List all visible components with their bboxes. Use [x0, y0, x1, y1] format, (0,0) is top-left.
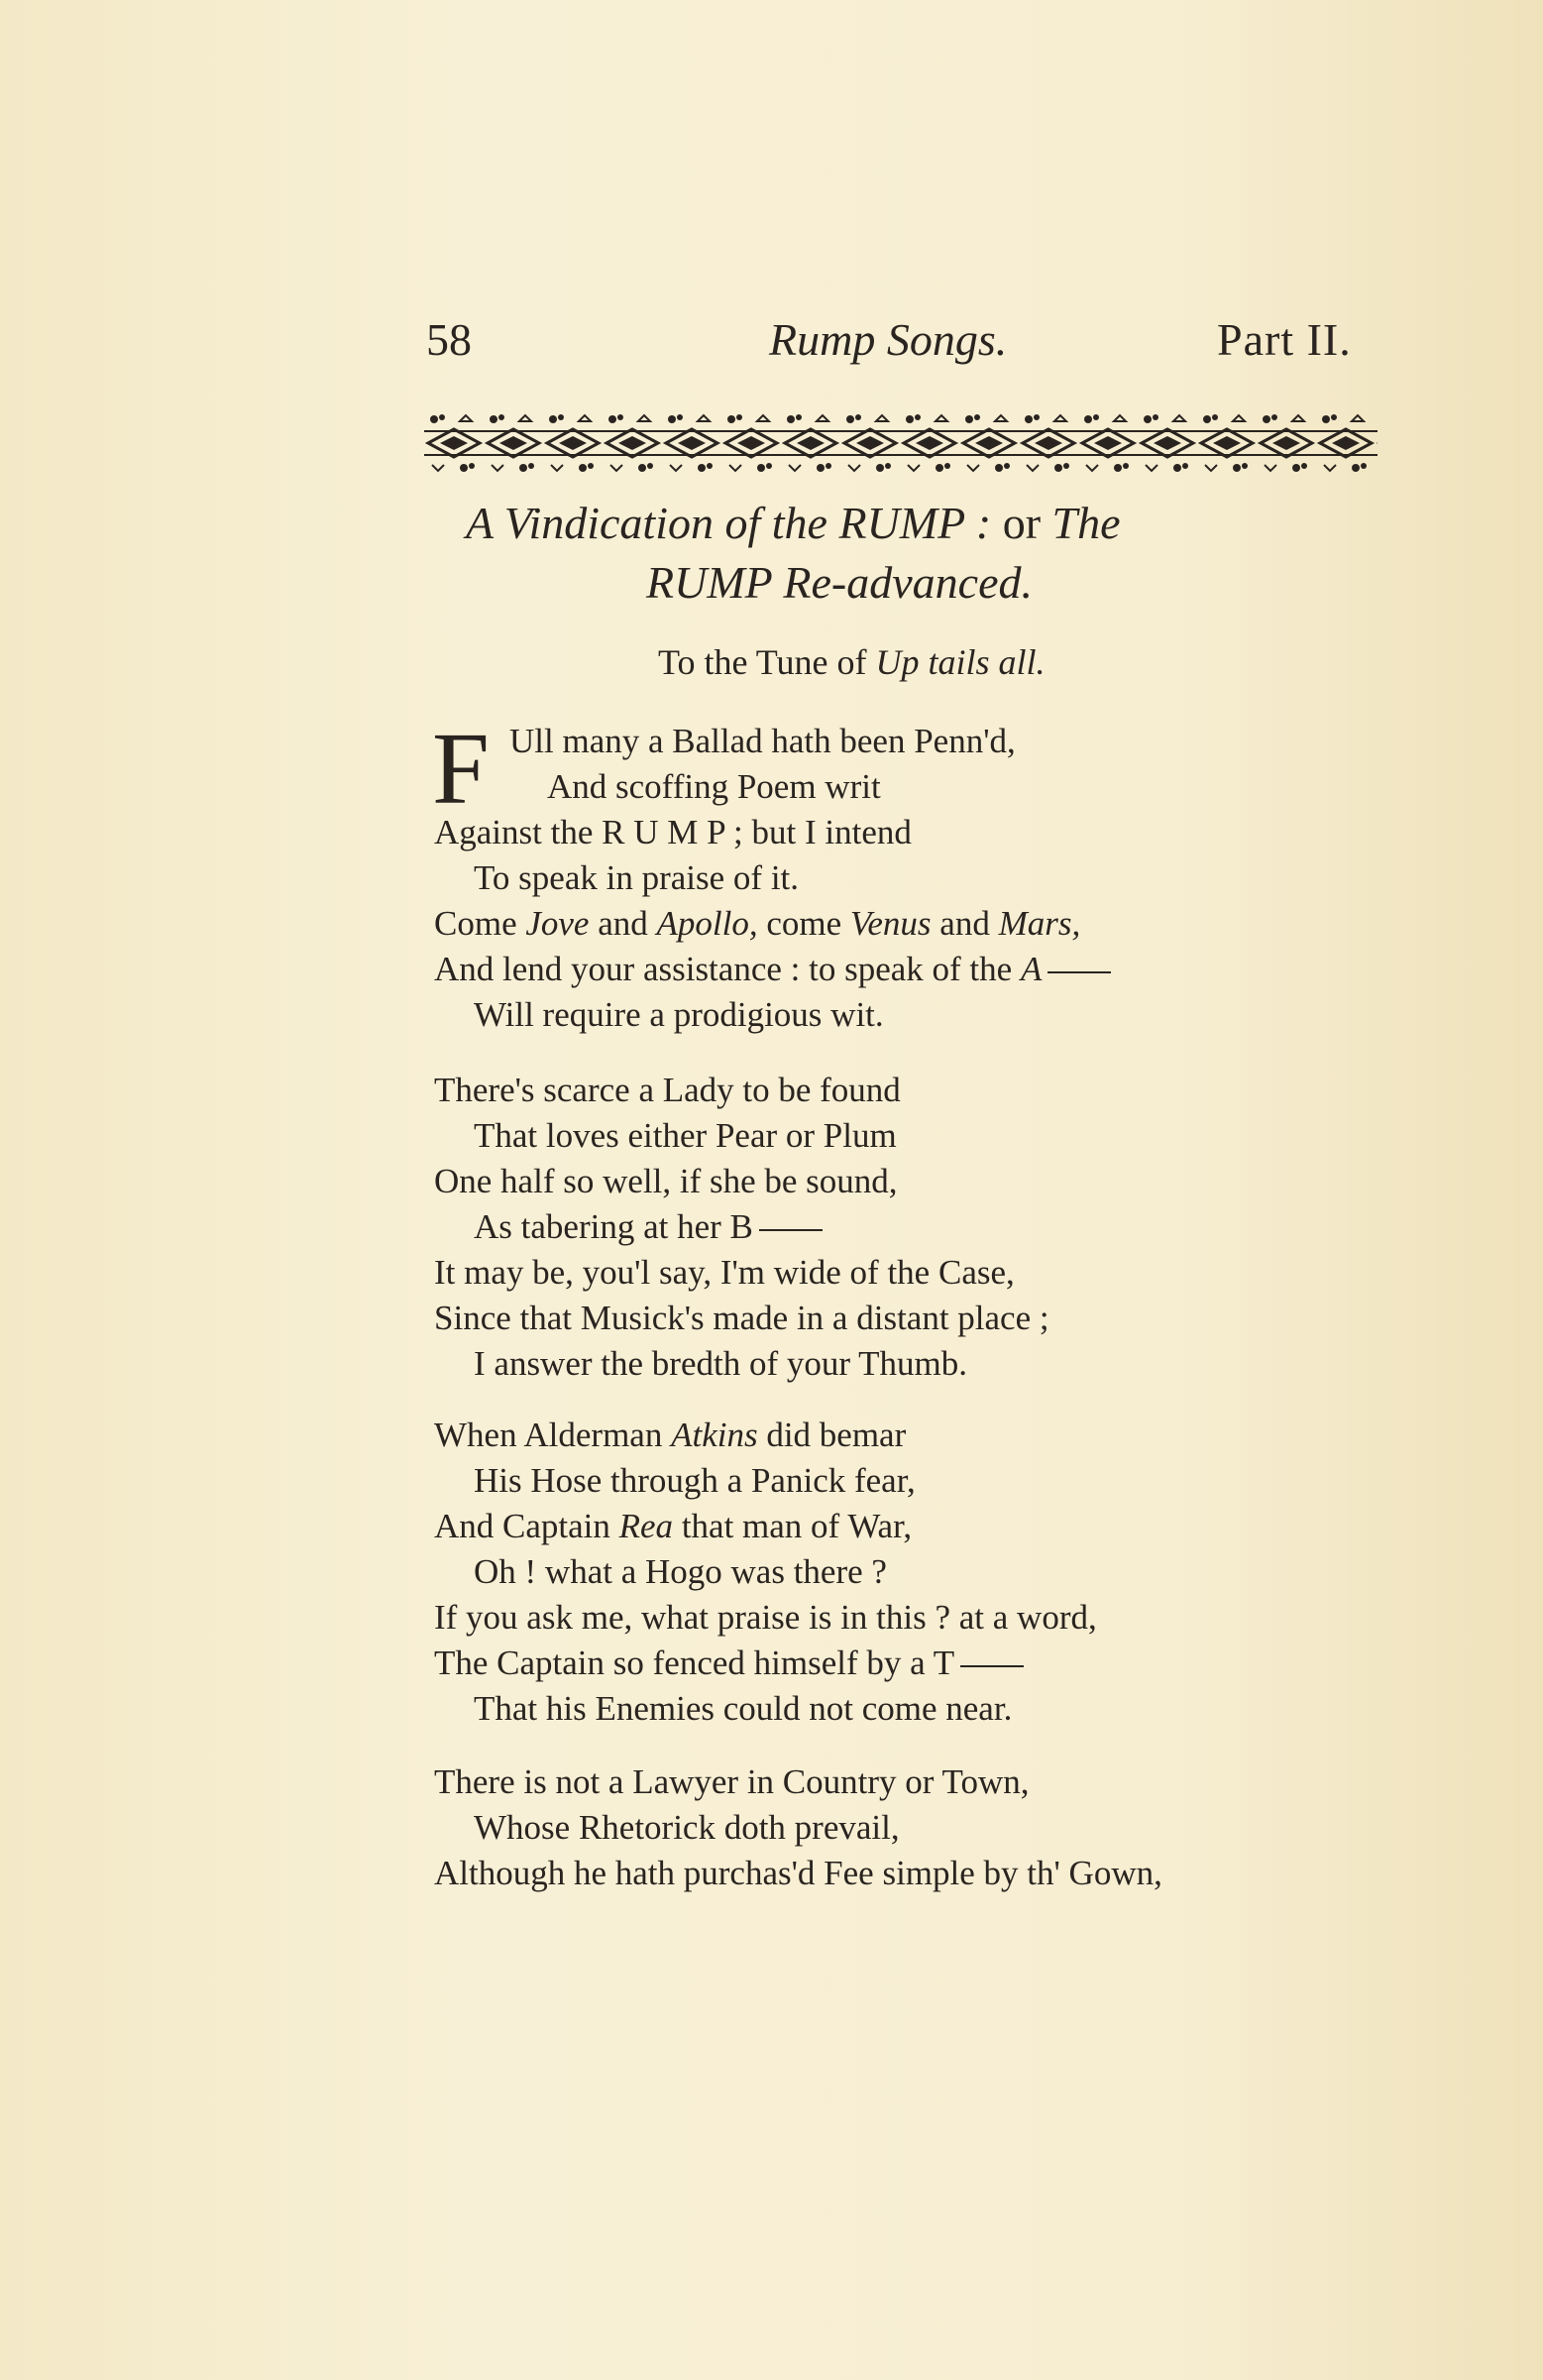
verse-line: Against the R U M P ; but I intend [434, 813, 912, 851]
text-fragment: When Alderman [434, 1416, 663, 1454]
text-fragment: Come [434, 904, 517, 943]
text-fragment: As tabering at her B [474, 1207, 753, 1246]
title-part-c: The [1051, 498, 1121, 548]
verse-line: Although he hath purchas'd Fee simple by th' Gown, [434, 1854, 1162, 1892]
italic-word: Venus [849, 904, 932, 943]
verse-line-mixed [434, 1414, 906, 1457]
poem-title-line-2 [646, 555, 1538, 611]
verse-line: To speak in praise of it. [474, 858, 800, 897]
italic-word: Rea [618, 1507, 674, 1545]
italic-word: Apollo, [656, 904, 758, 943]
verse-line: That his Enemies could not come near. [474, 1689, 1013, 1728]
poem-title-line-1 [466, 496, 1358, 551]
verse-line: That loves either Pear or Plum [474, 1116, 897, 1155]
verse-line-mixed [474, 1205, 823, 1249]
italic-word: Atkins [671, 1416, 758, 1454]
verse-line: There's scarce a Lady to be found [434, 1071, 901, 1109]
verse-line: His Hose through a Panick fear, [474, 1461, 916, 1500]
page-number: 58 [426, 314, 472, 365]
title-line-2-text: RUMP Re-advanced. [646, 557, 1033, 608]
tune-line [658, 639, 1046, 685]
text-fragment: and [939, 904, 990, 943]
verse-line: Will require a prodigious wit. [474, 995, 884, 1034]
verse-line-mixed [434, 1505, 912, 1548]
verse-line: If you ask me, what praise is in this ? at a word, [434, 1598, 1097, 1637]
verse-line: Oh ! what a Hogo was there ? [474, 1552, 887, 1591]
text-fragment: The Captain so fenced himself by a T [434, 1643, 955, 1682]
tune-name: Up tails all. [875, 642, 1046, 682]
italic-word: Jove [525, 904, 590, 943]
running-title: Rump Songs. [769, 314, 1008, 365]
verse-line: It may be, you'l say, I'm wide of the Case, [434, 1253, 1015, 1292]
italic-word: Mars, [998, 904, 1081, 943]
dash-rule [759, 1229, 823, 1231]
italic-word: A [1020, 950, 1043, 988]
verse-line-mixed [434, 1642, 1024, 1685]
verse-line: And scoffing Poem writ [547, 767, 881, 806]
verse-line: I answer the bredth of your Thumb. [474, 1344, 967, 1383]
part-label: Part II. [1217, 314, 1352, 365]
title-or: or [1002, 498, 1042, 548]
text-fragment: And lend your assistance : to speak of the [434, 950, 1013, 988]
verse-line-mixed [434, 948, 1111, 991]
title-part-a: A Vindication of the RUMP : [466, 498, 992, 548]
verse-line: There is not a Lawyer in Country or Town, [434, 1762, 1030, 1801]
text-fragment: and [598, 904, 648, 943]
tune-prefix: To the Tune of [658, 642, 867, 682]
text-fragment: did bemar [766, 1416, 907, 1454]
dash-rule [960, 1665, 1024, 1667]
drop-cap: F [432, 712, 490, 826]
verse-line: Ull many a Ballad hath been Penn'd, [509, 722, 1016, 760]
dash-rule [1047, 971, 1111, 973]
verse-line: Since that Musick's made in a distant place ; [434, 1299, 1049, 1337]
decorative-border-ornament [424, 411, 1378, 475]
verse-line: One half so well, if she be sound, [434, 1162, 898, 1200]
verse-line: Whose Rhetorick doth prevail, [474, 1808, 900, 1847]
text-fragment: And Captain [434, 1507, 610, 1545]
verse-line-mixed [434, 902, 1080, 946]
text-fragment: come [766, 904, 842, 943]
text-fragment: that man of War, [681, 1507, 913, 1545]
